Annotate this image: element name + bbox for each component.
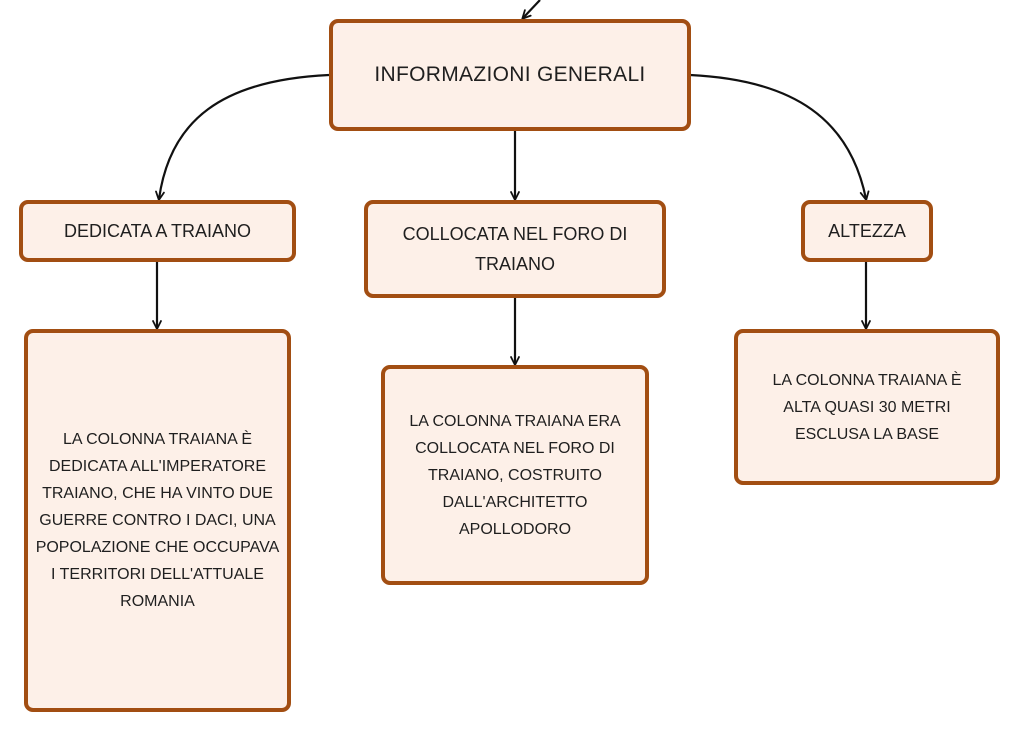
detail-node-text: LA COLONNA TRAIANA ERA COLLOCATA NEL FORO DI TRAIANO, COSTRUITO DALL'ARCHITETTO APOLLODORO: [409, 412, 621, 538]
detail-node-collocata[interactable]: [381, 365, 649, 585]
connector-root-to-dedicata: [159, 75, 329, 199]
root-node-label: INFORMAZIONI GENERALI: [374, 63, 646, 86]
topic-node-label: ALTEZZA: [828, 221, 906, 241]
root-node[interactable]: [329, 19, 691, 131]
detail-node-altezza[interactable]: [734, 329, 1000, 485]
detail-node-dedicata[interactable]: [24, 329, 291, 712]
detail-node-text: LA COLONNA TRAIANA È ALTA QUASI 30 METRI ESCLUSA LA BASE: [772, 371, 962, 443]
topic-node-label: COLLOCATA NEL FORO DI TRAIANO: [402, 224, 628, 274]
topic-node-altezza[interactable]: [801, 200, 933, 262]
topic-node-collocata[interactable]: [364, 200, 666, 298]
detail-node-text: LA COLONNA TRAIANA È DEDICATA ALL'IMPERATORE TRAIANO, CHE HA VINTO DUE GUERRE CONTRO I DACI, UNA POPOLAZIONE CHE OCCUPAVA I TERRITORI DELL'ATTUALE ROMANIA: [35, 431, 280, 610]
topic-node-dedicata[interactable]: [19, 200, 296, 262]
topic-node-label: DEDICATA A TRAIANO: [63, 221, 252, 241]
incoming-connector: [523, 0, 540, 18]
connector-root-to-altezza: [690, 75, 866, 199]
